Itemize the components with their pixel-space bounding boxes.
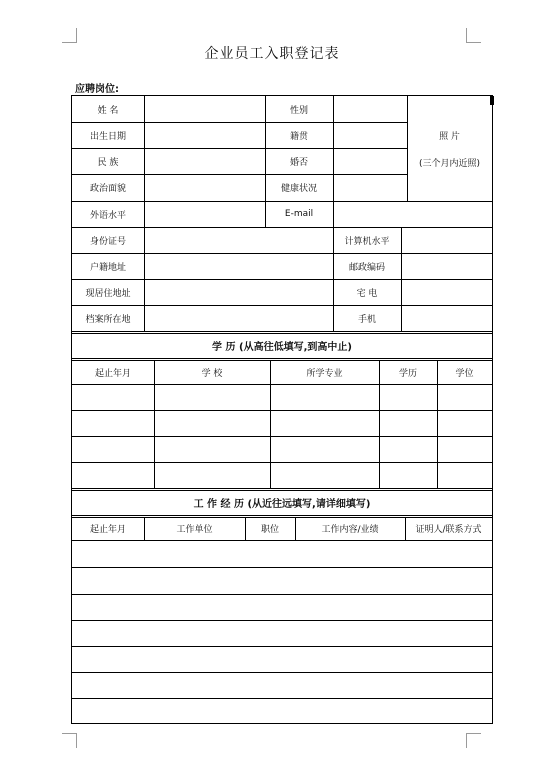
grid-line-h [71,646,493,647]
crop-mark-top-left [62,28,77,43]
photo-box [407,96,492,201]
grid-line-h [71,698,493,699]
edu-header-period: 起止年月 [94,368,131,379]
label-birth-date: 出生日期 [89,131,126,142]
grid-line-h [71,515,493,516]
label-photo: 照 片 [439,131,460,142]
education-section-title: 学 历 (从高往低填写,到高中止) [212,342,352,353]
label-gender: 性别 [289,105,308,116]
grid-line-h [71,567,493,568]
label-native-place: 籍贯 [289,131,308,142]
label-name: 姓 名 [97,105,119,116]
page-title: 企业员工入职登记表 [204,46,340,62]
grid-line-h [71,358,493,359]
label-mobile: 手机 [357,315,376,325]
work-header-company: 工作单位 [176,525,213,535]
position-label: 应聘岗位: [75,84,119,95]
edu-header-education: 学历 [398,368,417,379]
work-header-reference: 证明人/联系方式 [415,525,482,535]
label-marital: 婚否 [289,157,308,168]
grid-line-h [71,540,493,541]
grid-line-h [71,384,493,385]
grid-line-v [401,227,402,332]
grid-line-h [71,620,493,621]
work-section-title: 工 作 经 历 (从近往远填写,请详细填写) [193,499,371,510]
label-hukou-address: 户籍地址 [89,262,126,273]
grid-line-h [71,410,493,411]
label-landline: 宅 电 [356,288,378,299]
label-ethnicity: 民 族 [97,157,119,168]
label-political: 政治面貌 [89,184,126,194]
label-language: 外语水平 [89,210,126,221]
label-archive-location: 档案所在地 [85,315,131,325]
grid-line-v [333,95,334,228]
crop-mark-bottom-right [466,733,481,748]
grid-line-h [71,488,493,489]
crop-mark-bottom-left [62,733,77,748]
grid-line-h [71,436,493,437]
crop-mark-top-right [466,28,481,43]
edu-header-school: 学 校 [201,368,223,379]
edu-header-major: 所学专业 [306,368,343,379]
label-photo-note: (三个月内近照) [418,158,481,169]
table-border-bottom [71,723,493,724]
grid-line-h [71,672,493,673]
work-header-duties: 工作内容/业绩 [321,525,379,535]
label-current-address: 现居住地址 [85,288,131,299]
grid-line-h [71,594,493,595]
grid-line-h [71,462,493,463]
work-header-title: 职位 [260,525,279,535]
label-computer-level: 计算机水平 [344,236,390,247]
edu-header-degree: 学位 [455,368,474,379]
label-email: E-mail [284,209,314,219]
label-id-number: 身份证号 [89,236,126,247]
label-health: 健康状况 [280,184,317,194]
label-zip-code: 邮政编码 [348,262,385,273]
work-header-period: 起止年月 [89,525,126,535]
grid-line-v [144,95,145,332]
